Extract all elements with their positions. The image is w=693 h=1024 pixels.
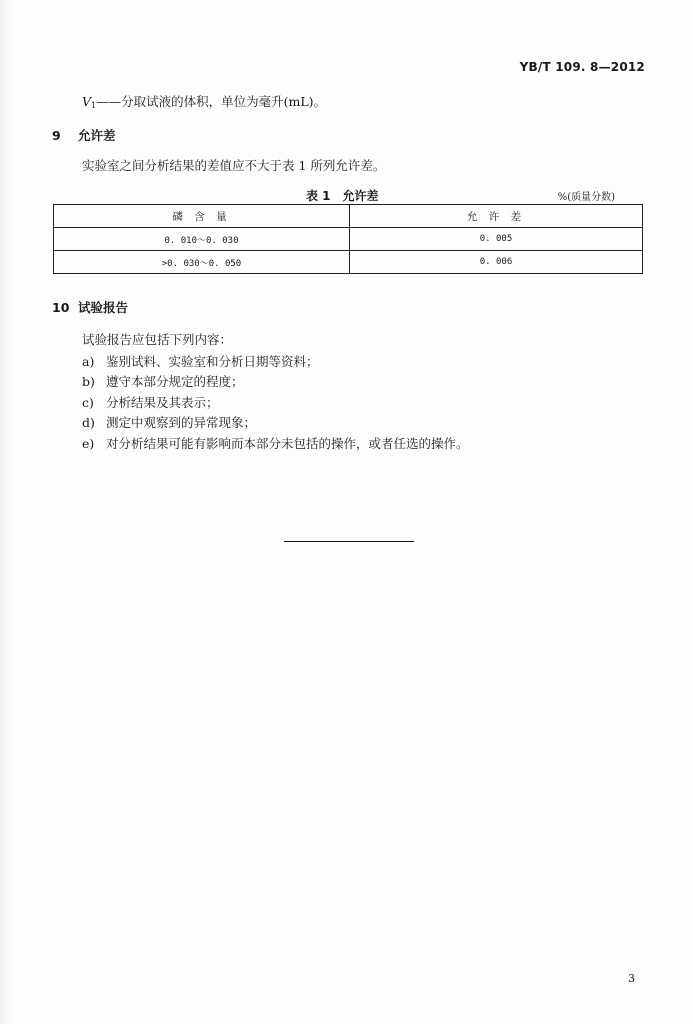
table-caption xyxy=(306,187,379,204)
list-item-marker: e) xyxy=(82,435,95,451)
table-cell-content-range: >0. 030～0. 050 xyxy=(54,251,350,274)
list-item xyxy=(82,372,469,393)
report-list-intro: 试验报告应包括下列内容： xyxy=(82,332,233,347)
variable-subscript: 1 xyxy=(91,101,97,110)
section-10-title: 试验报告 xyxy=(78,300,129,315)
list-item xyxy=(82,413,469,434)
table-row xyxy=(54,251,643,274)
list-item-text: 分析结果及其表示； xyxy=(106,394,219,410)
table-unit-label: %(质量分数) xyxy=(557,192,615,203)
list-item-marker: d) xyxy=(82,415,95,430)
list-item-marker: b) xyxy=(82,374,95,389)
section-10-heading xyxy=(52,298,128,316)
section-9-number: 9 xyxy=(52,128,61,143)
list-item-marker: c) xyxy=(82,394,94,410)
list-item-text: 鉴别试料、实验室和分析日期等资料； xyxy=(106,353,319,369)
end-of-document-rule xyxy=(284,541,414,542)
table-cell-tolerance: 0. 006 xyxy=(350,251,643,274)
table-cell-tolerance: 0. 005 xyxy=(350,228,643,251)
section-9-heading xyxy=(52,126,116,144)
list-item-text: 测定中观察到的异常现象； xyxy=(106,415,257,430)
variable-symbol: V xyxy=(82,94,92,109)
standard-code-header: YB/T 109. 8—2012 xyxy=(519,60,645,74)
list-item-text: 遵守本部分规定的程度； xyxy=(106,374,244,389)
list-item xyxy=(82,434,469,455)
table-header-row xyxy=(54,205,643,228)
page-number: 3 xyxy=(628,972,635,985)
section-10-number: 10 xyxy=(52,300,70,315)
list-item-marker: a) xyxy=(82,353,95,369)
list-item xyxy=(82,393,469,414)
list-item-text: 对分析结果可能有影响而本部分未包括的操作，或者任选的操作。 xyxy=(106,435,469,451)
table-cell-content-range: 0. 010～0. 030 xyxy=(54,228,350,251)
section-9-title: 允许差 xyxy=(78,128,116,143)
report-content-list xyxy=(82,330,469,454)
header-tolerance: 允 许 差 xyxy=(350,205,643,228)
variable-definition xyxy=(82,94,326,114)
tolerance-table xyxy=(53,204,643,274)
table-caption-title: 允许差 xyxy=(342,189,379,203)
table-row xyxy=(54,228,643,251)
variable-description: ——分取试液的体积，单位为毫升(mL)。 xyxy=(96,94,327,109)
scan-shadow-edge xyxy=(0,0,14,1024)
section-9-paragraph: 实验室之间分析结果的差值应不大于表 1 所列允许差。 xyxy=(82,158,386,173)
header-phosphorus-content: 磷 含 量 xyxy=(54,205,350,228)
list-item xyxy=(82,352,469,373)
table-caption-number: 表 1 xyxy=(306,189,331,203)
